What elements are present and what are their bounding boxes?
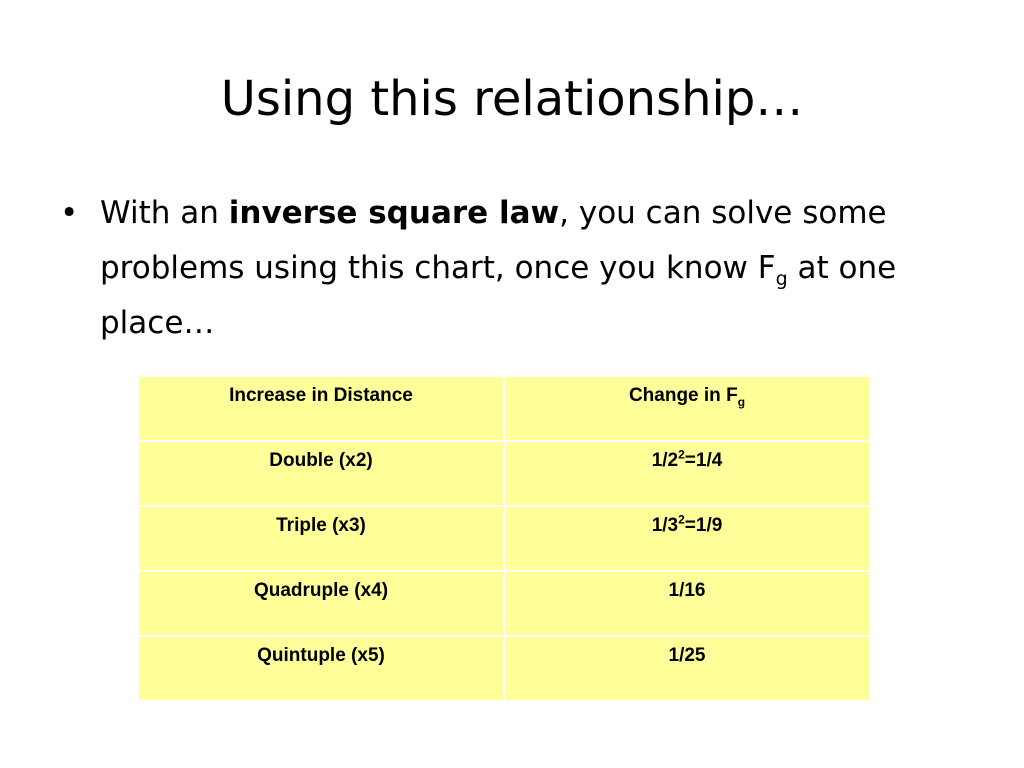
distance-cell: Quintuple (x5) — [138, 636, 504, 701]
change-base: 1/25 — [668, 645, 706, 666]
distance-cell: Double (x2) — [138, 441, 504, 506]
header-change-in-fg — [504, 376, 870, 441]
distance-cell: Triple (x3) — [138, 506, 504, 571]
bullet-subscript: g — [775, 268, 788, 291]
change-base: 1/3 — [651, 515, 679, 536]
bullet-text-bold: inverse square law — [228, 195, 560, 231]
table-row — [138, 571, 870, 636]
change-cell — [504, 441, 870, 506]
header-increase-in-distance: Increase in Distance — [138, 376, 504, 441]
change-cell — [504, 636, 870, 701]
bullet-text-end: at one place… — [100, 250, 897, 341]
table-header-row — [138, 376, 870, 441]
header-change-label: Change in F — [628, 385, 738, 406]
table-row — [138, 441, 870, 506]
change-base: 1/2 — [651, 450, 679, 471]
change-base: 1/16 — [668, 580, 706, 601]
change-cell — [504, 506, 870, 571]
bullet-text-after: , you can solve some problems using this chart, once you know F — [100, 195, 887, 286]
change-exponent: 2 — [678, 447, 685, 462]
change-cell — [504, 571, 870, 636]
header-change-subscript: g — [737, 394, 746, 409]
bullet-text — [100, 186, 920, 351]
slide-title: Using this relationship… — [220, 71, 804, 127]
inverse-square-table — [137, 375, 871, 702]
table-row — [138, 506, 870, 571]
bullet-item — [60, 186, 920, 351]
table-row — [138, 636, 870, 701]
change-exponent: 2 — [678, 512, 685, 527]
change-result: =1/9 — [684, 515, 723, 536]
bullet-icon: • — [60, 195, 79, 231]
change-result: =1/4 — [684, 450, 723, 471]
bullet-text-before: With an — [100, 195, 229, 231]
distance-cell: Quadruple (x4) — [138, 571, 504, 636]
